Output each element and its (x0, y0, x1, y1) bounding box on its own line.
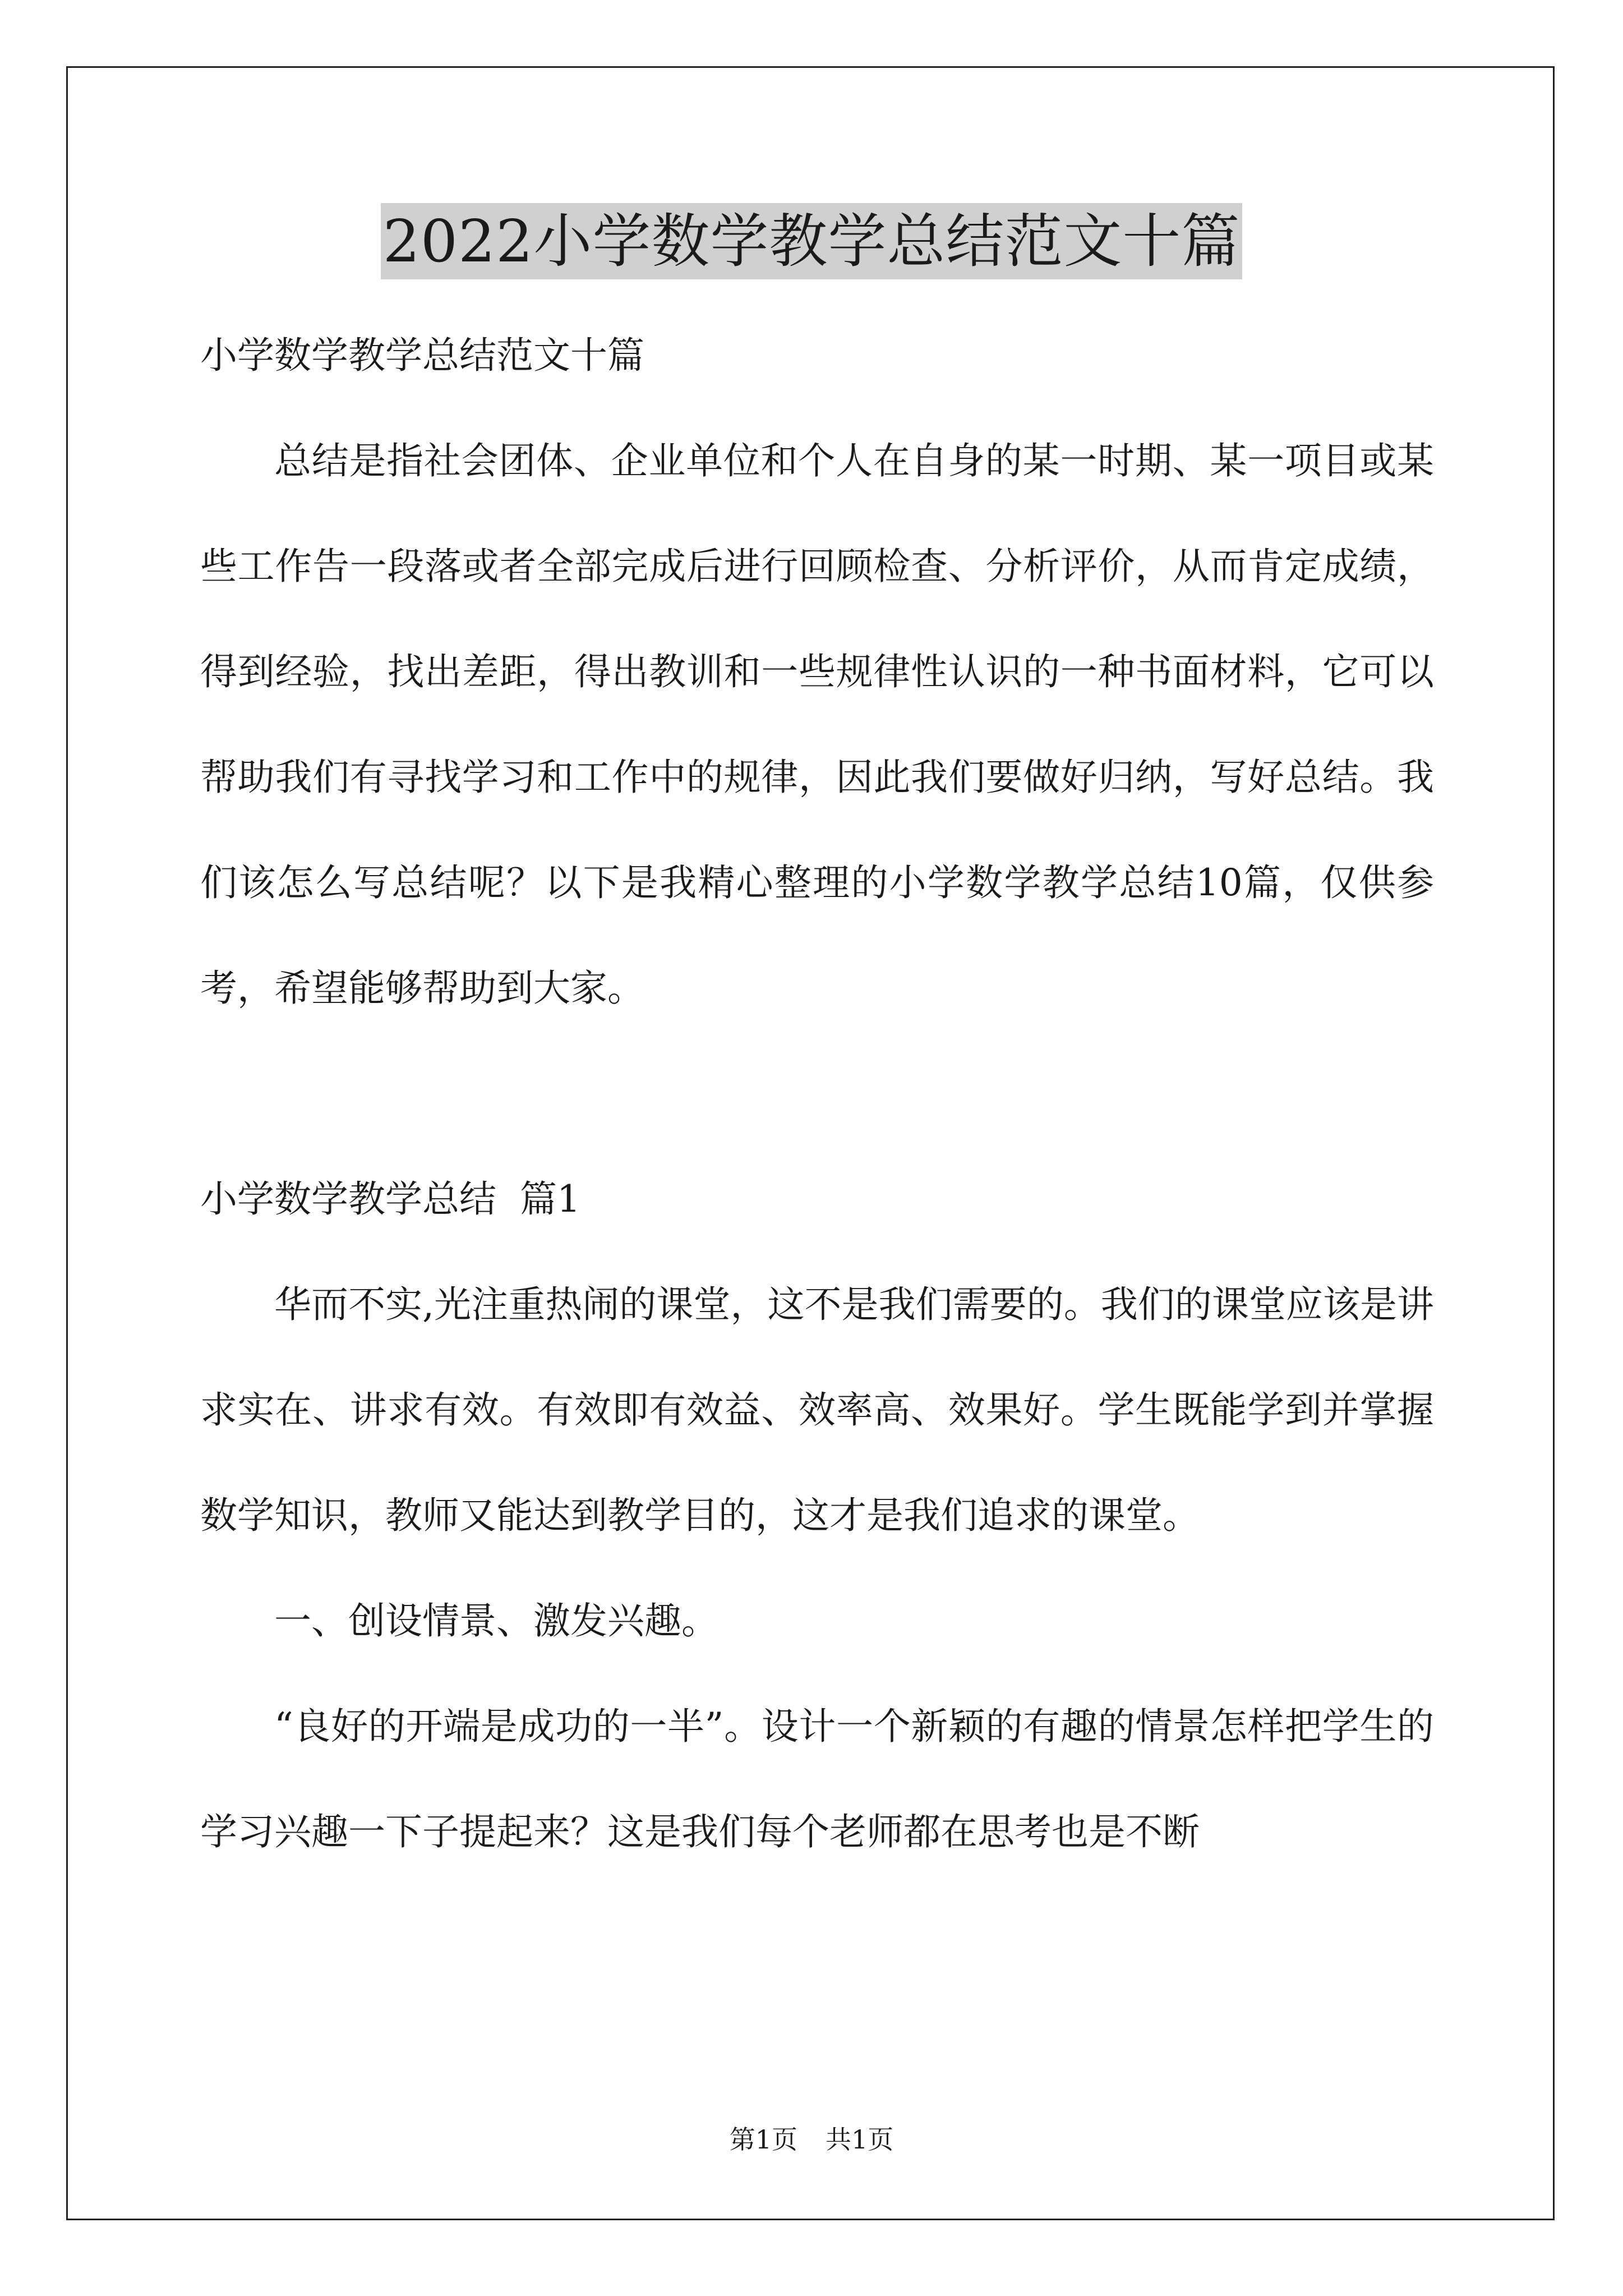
page-number: 第1页 (729, 2124, 797, 2155)
body-paragraph: 华而不实,光注重热闹的课堂，这不是我们需要的。我们的课堂应该是讲求实在、讲求有效。有效即有效益、效率高、效果好。学生既能学到并掌握数学知识，教师又能达到教学目的，这才是我们追求的课堂。 (200, 1283, 1434, 1537)
section-heading: 小学数学教学总结 篇1 (200, 1177, 580, 1221)
page-total: 共1页 (826, 2124, 894, 2155)
document-subtitle: 小学数学教学总结范文十篇 (200, 334, 644, 377)
body-paragraph: 一、创设情景、激发兴趣。 (274, 1599, 718, 1642)
document-title: 2022小学数学教学总结范文十篇 (381, 203, 1243, 279)
intro-paragraph: 总结是指社会团体、企业单位和个人在自身的某一时期、某一项目或某些工作告一段落或者全部完成后进行回顾检查、分析评价，从而肯定成绩，得到经验，找出差距，得出教训和一些规律性认识的一种书面材料，它可以帮助我们有寻找学习和工作中的规律，因此我们要做好归纳，写好总结。我们该怎么写总结呢？以下是我精心整理的小学数学教学总结10篇，仅供参考，希望能够帮助到大家。 (200, 439, 1434, 1010)
body-paragraph: “良好的开端是成功的一半”。设计一个新颖的有趣的情景怎样把学生的学习兴趣一下子提起来？这是我们每个老师都在思考也是不断 (200, 1705, 1434, 1853)
page-footer (0, 2123, 1623, 2156)
document-body (200, 303, 1434, 1885)
title-container (0, 203, 1623, 279)
blank-line (200, 1041, 1434, 1147)
